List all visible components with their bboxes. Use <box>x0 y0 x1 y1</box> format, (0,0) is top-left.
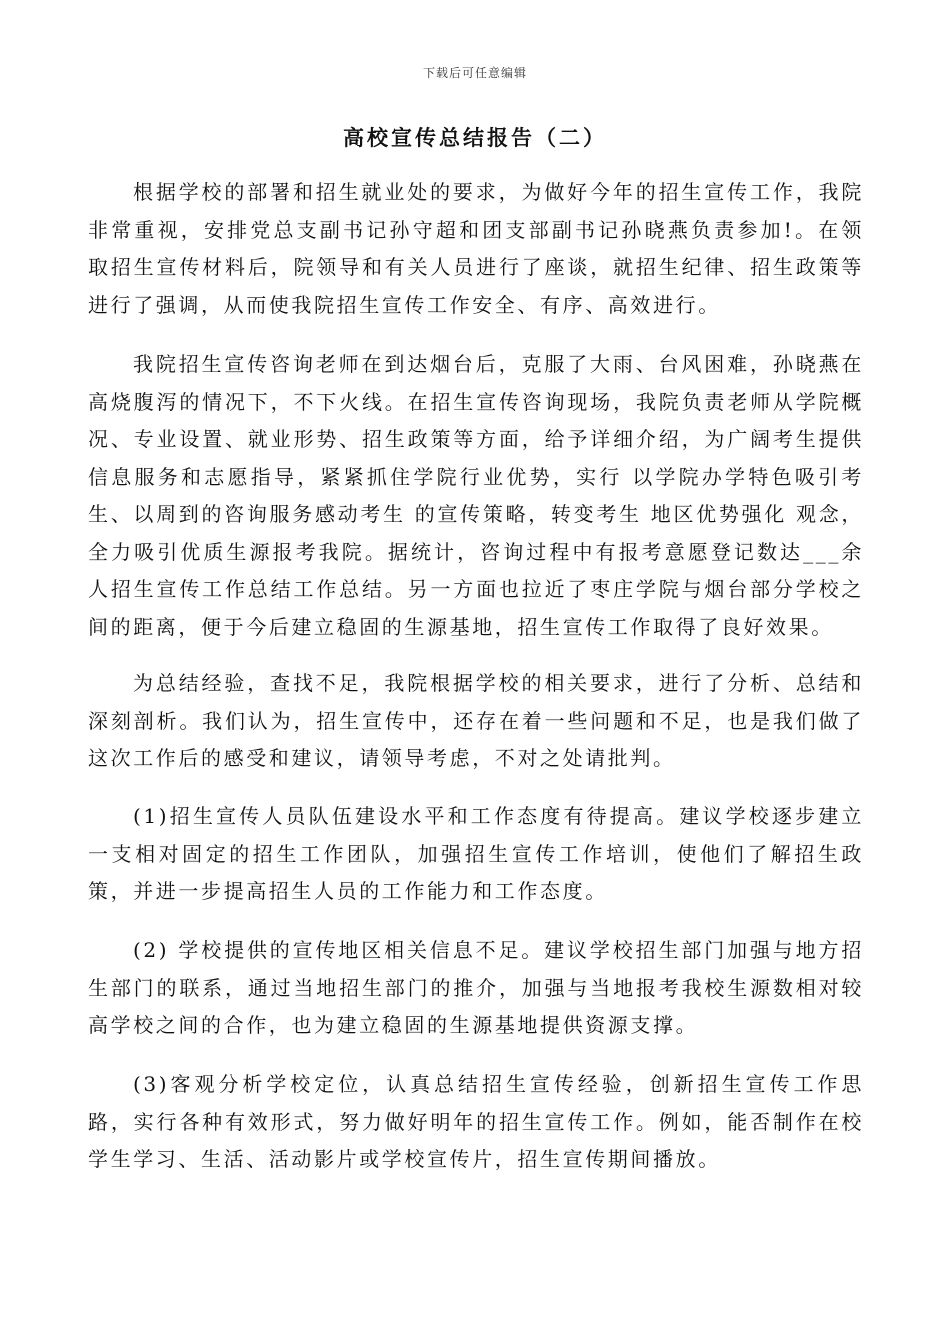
header-note: 下载后可任意编辑 <box>422 66 527 80</box>
paragraph-6: (3)客观分析学校定位，认真总结招生宣传经验，创新招生宣传工作思路，实行各种有效形式，努力做好明年的招生宣传工作。例如，能否制作在校学生学习、生活、活动影片或学校宣传片，招生宣传期间播放。 <box>88 1072 864 1171</box>
paragraph-5: (2) 学校提供的宣传地区相关信息不足。建议学校招生部门加强与地方招生部门的联系，通过当地招生部门的推介，加强与当地报考我校生源数相对较高学校之间的合作，也为建立稳固的生源基地提供资源支撑。 <box>88 938 864 1037</box>
paragraph-3: 为总结经验，查找不足，我院根据学校的相关要求，进行了分析、总结和深刻剖析。我们认为，招生宣传中，还存在着一些问题和不足，也是我们做了这次工作后的感受和建议，请领导考虑，不对之处请批判。 <box>88 671 864 770</box>
paragraph-2: 我院招生宣传咨询老师在到达烟台后，克服了大雨、台风困难，孙晓燕在高烧腹泻的情况下，不下火线。在招生宣传咨询现场，我院负责老师从学院概况、专业设置、就业形势、招生政策等方面，给予详细介绍，为广阔考生提供信息服务和志愿指导，紧紧抓住学院行业优势，实行 以学院办学特色吸引考生、以周到的咨询服务感动考生 的宣传策略，转变考生 地区优势强化 观念，全力吸引优质生源报考我院。据统计，咨询过程中有报考意愿登记数达___余人招生宣传工作总结工作总结。另一方面也拉近了枣庄学院与烟台部分学校之间的距离，便于今后建立稳固的生源基地，招生宣传工作取得了良好效果。 <box>88 352 864 639</box>
paragraph-1: 根据学校的部署和招生就业处的要求，为做好今年的招生宣传工作，我院非常重视，安排党总支副书记孙守超和团支部副书记孙晓燕负责参加!。在领取招生宣传材料后，院领导和有关人员进行了座谈，就招生纪律、招生政策等进行了强调，从而使我院招生宣传工作安全、有序、高效进行。 <box>88 180 864 317</box>
paragraph-4: (1)招生宣传人员队伍建设水平和工作态度有待提高。建议学校逐步建立一支相对固定的招生工作团队，加强招生宣传工作培训，使他们了解招生政策，并进一步提高招生人员的工作能力和工作态度。 <box>88 804 864 903</box>
document-title: 高校宣传总结报告（二） <box>343 125 607 150</box>
